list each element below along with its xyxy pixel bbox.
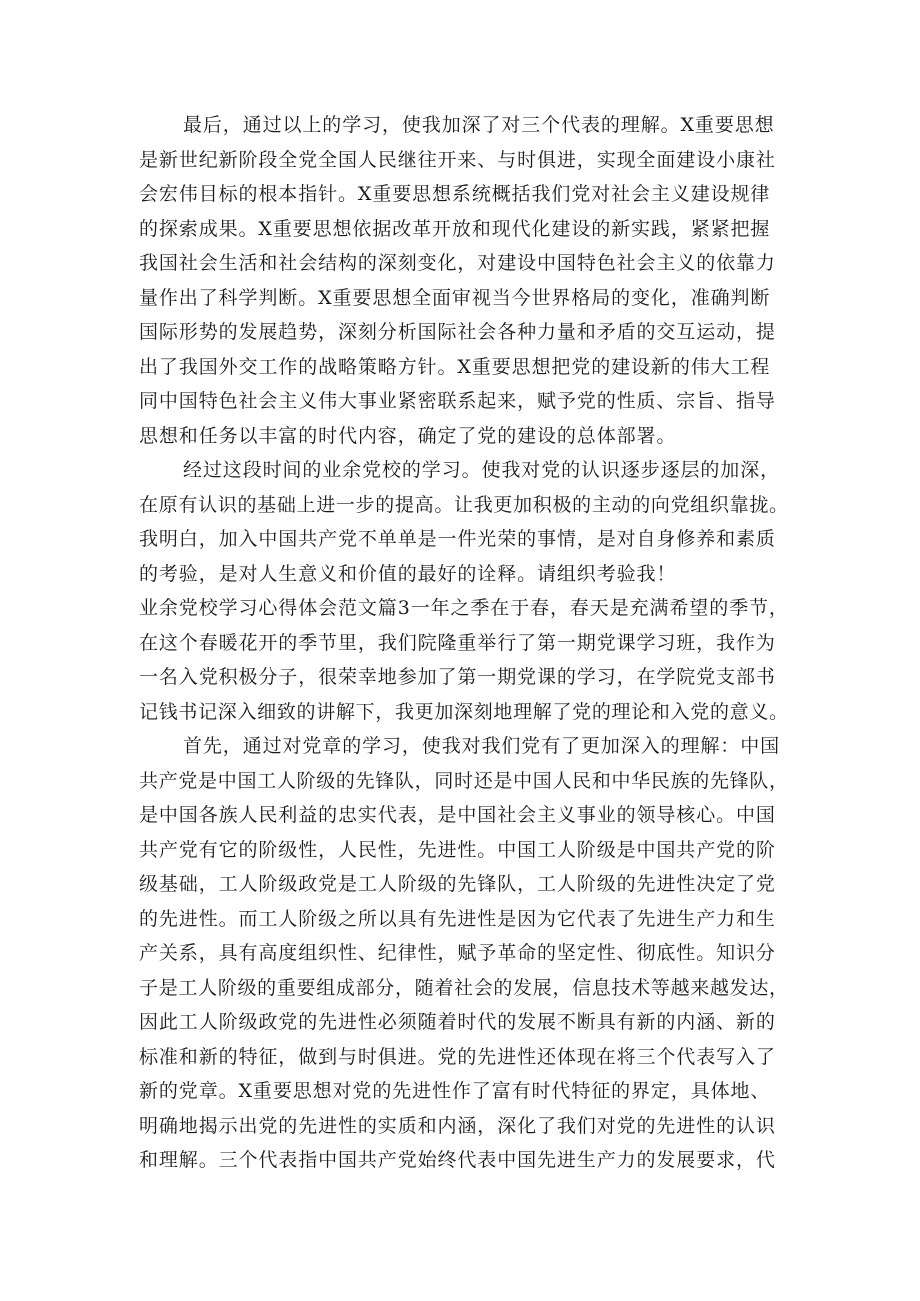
text-line: 我明白，加入中国共产党不单单是一件光荣的事情，是对自身修养和素质: [139, 528, 776, 550]
text-line: 记钱书记深入细致的讲解下，我更加深刻地理解了党的理论和入党的意义。: [139, 700, 789, 723]
text-line: 思想和任务以丰富的时代内容，确定了党的建设的总体部署。: [139, 424, 677, 447]
text-line: 的先进性。而工人阶级之所以具有先进性是因为它代表了先进生产力和生: [139, 907, 776, 930]
text-line: 同中国特色社会主义伟大事业紧密联系起来，赋予党的性质、宗旨、指导: [139, 390, 776, 412]
text-line: 共产党有它的阶级性，人民性，先进性。中国工人阶级是中国共产党的阶: [139, 838, 776, 861]
text-line: 子是工人阶级的重要组成部分，随着社会的发展，信息技术等越来越发达，: [139, 976, 789, 999]
text-line: 最后，通过以上的学习，使我加深了对三个代表的理解。X重要思想: [183, 114, 775, 136]
text-line: 首先，通过对党章的学习，使我对我们党有了更加深入的理解：中国: [183, 735, 781, 757]
text-line: 标准和新的特征，做到与时俱进。党的先进性还体现在将三个代表写入了: [139, 1045, 776, 1068]
text-line: 和理解。三个代表指中国共产党始终代表中国先进生产力的发展要求，代: [139, 1149, 776, 1171]
text-line: 在这个春暖花开的季节里，我们院隆重举行了第一期党课学习班，我作为: [139, 631, 776, 654]
text-line: 一名入党积极分子，很荣幸地参加了第一期党课的学习，在学院党支部书: [139, 666, 776, 688]
text-line: 是中国各族人民利益的忠实代表，是中国社会主义事业的领导核心。中国: [139, 804, 776, 826]
text-line: 是新世纪新阶段全党全国人民继往开来、与时俱进，实现全面建设小康社: [139, 148, 776, 171]
text-line: 量作出了科学判断。X重要思想全面审视当今世界格局的变化，准确判断: [139, 286, 771, 309]
text-line: 我国社会生活和社会结构的深刻变化，对建设中国特色社会主义的依靠力: [139, 252, 776, 274]
text-line: 明确地揭示出党的先进性的实质和内涵，深化了我们对党的先进性的认识: [139, 1114, 776, 1137]
text-line: 的考验，是对人生意义和价值的最好的诠释。请组织考验我！: [139, 562, 677, 585]
document-body: [139, 108, 789, 1178]
text-line: 业余党校学习心得体会范文篇3一年之季在于春，春天是充满希望的季节，: [139, 597, 789, 619]
text-line: 级基础，工人阶级政党是工人阶级的先锋队，工人阶级的先进性决定了党: [139, 873, 776, 895]
text-line: 的探索成果。X重要思想依据改革开放和现代化建设的新实践，紧紧把握: [139, 217, 771, 240]
text-line: 国际形势的发展趋势，深刻分析国际社会各种力量和矛盾的交互运动，提: [139, 321, 776, 343]
text-line: 产关系，具有高度组织性、纪律性，赋予革命的坚定性、彻底性。知识分: [139, 942, 776, 964]
text-line: 经过这段时间的业余党校的学习。使我对党的认识逐步逐层的加深，: [183, 459, 781, 481]
text-line: 在原有认识的基础上进一步的提高。让我更加积极的主动的向党组织靠拢。: [139, 493, 789, 516]
text-line: 因此工人阶级政党的先进性必须随着时代的发展不断具有新的内涵、新的: [139, 1011, 776, 1033]
text-line: 会宏伟目标的根本指针。X重要思想系统概括我们党对社会主义建设规律: [139, 183, 771, 205]
text-line: 共产党是中国工人阶级的先锋队，同时还是中国人民和中华民族的先锋队，: [139, 769, 789, 792]
text-line: 新的党章。X重要思想对党的先进性作了富有时代特征的界定，具体地、: [139, 1080, 771, 1102]
text-line: 出了我国外交工作的战略策略方针。X重要思想把党的建设新的伟大工程: [139, 355, 771, 378]
